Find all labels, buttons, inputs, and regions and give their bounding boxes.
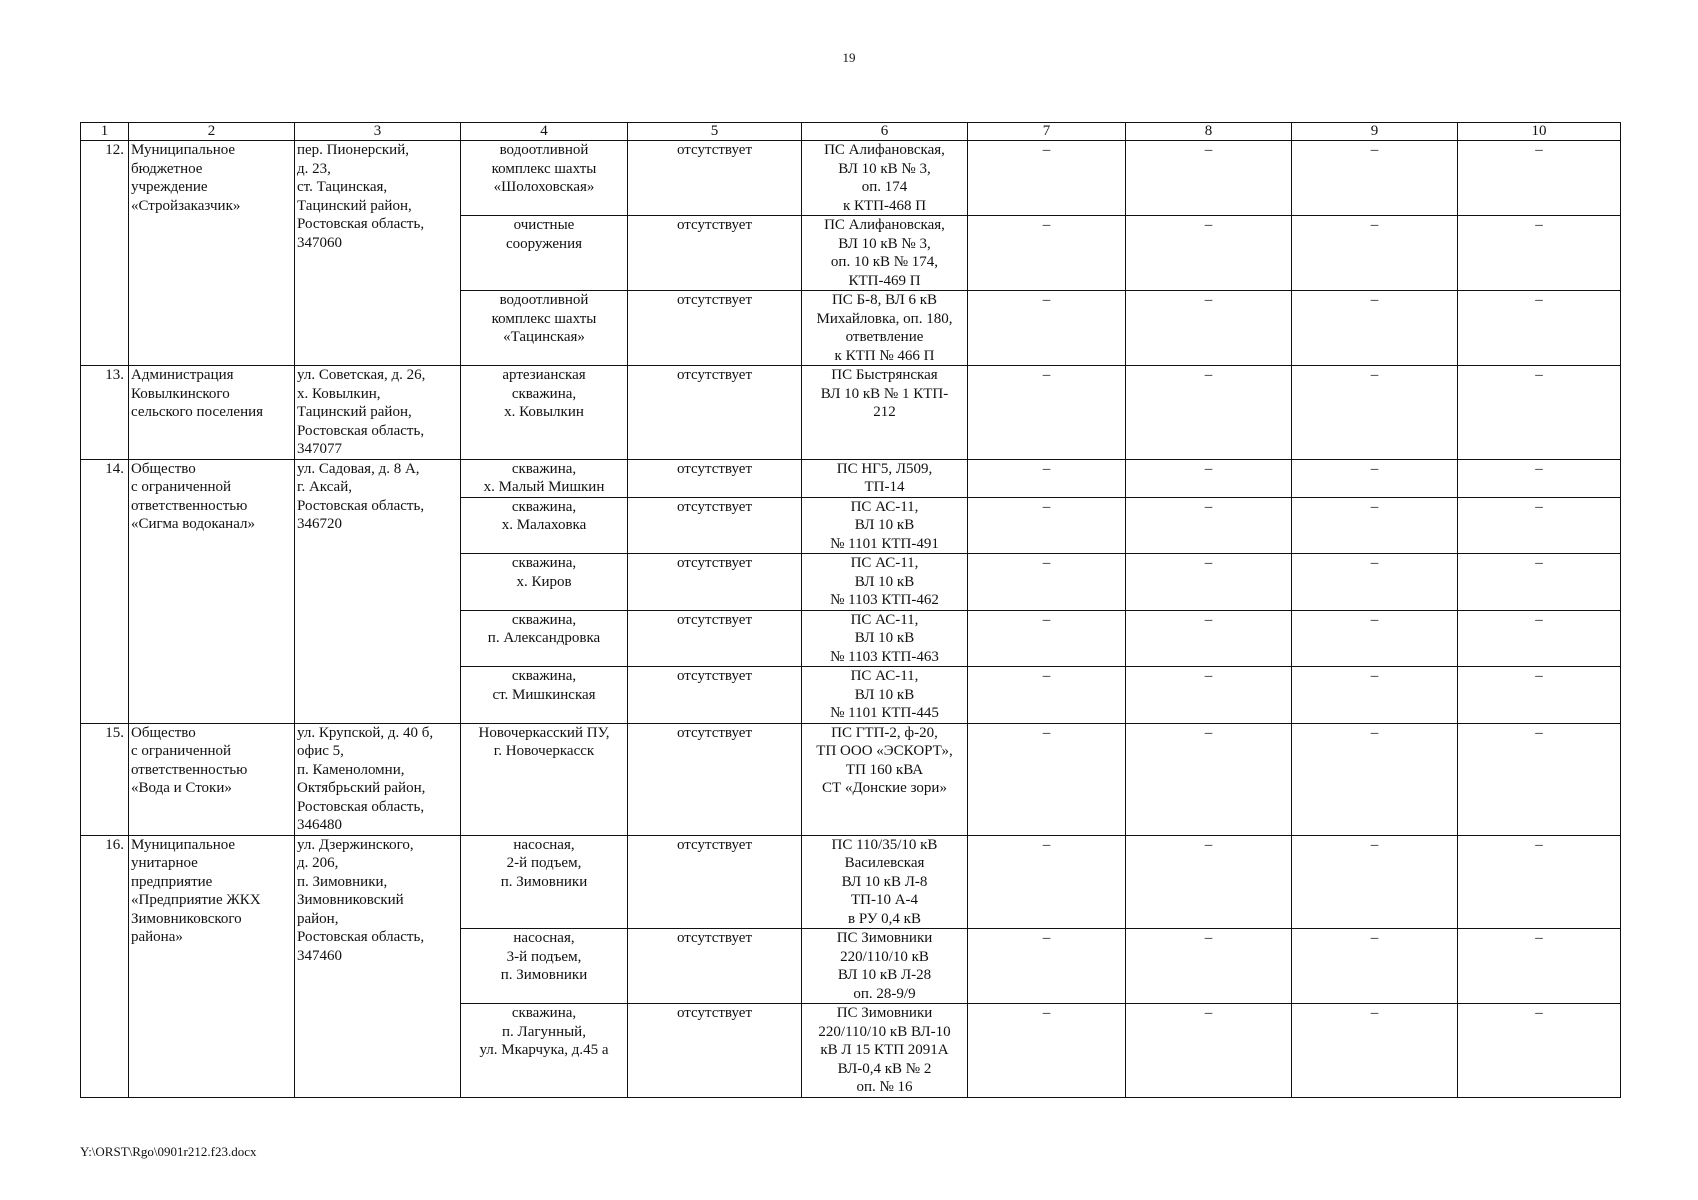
dash-cell: – xyxy=(968,141,1126,216)
power-supply-cell-line: оп. 10 кВ № 174, xyxy=(830,254,939,270)
column-number-header: 10 xyxy=(1458,123,1621,141)
power-supply-cell-line: № 1103 КТП-463 xyxy=(830,648,939,665)
organization-address-cell-line: Октябрьский район, xyxy=(297,780,426,796)
organization-address-cell-line: 347060 xyxy=(297,234,342,251)
page-number: 19 xyxy=(842,50,856,65)
facility-cell-line: Новочеркасский ПУ, xyxy=(478,724,610,741)
facility-cell-line: х. Киров xyxy=(516,573,572,590)
organization-address-cell-line: Ростовская область, xyxy=(297,216,425,232)
organization-name-cell-line: района» xyxy=(131,929,183,945)
row-number-cell: 15. xyxy=(81,723,129,835)
organization-address-cell-line: пер. Пионерский, xyxy=(297,142,409,158)
facility-cell-line: ул. Мкарчука, д.45 а xyxy=(479,1042,609,1058)
facility-cell-line: скважина, xyxy=(511,555,577,571)
facility-cell-line: водоотливной xyxy=(499,292,589,308)
facility-cell xyxy=(461,610,628,667)
dash-cell: – xyxy=(968,216,1126,291)
dash-cell: – xyxy=(968,667,1126,724)
organization-name-cell-line: учреждение xyxy=(131,179,208,195)
facility-cell-line: х. Малый Мишкин xyxy=(483,479,605,495)
dash-cell: – xyxy=(968,723,1126,835)
dash-cell: – xyxy=(1458,1004,1621,1098)
row-number-cell: 13. xyxy=(81,366,129,460)
organization-address-cell-line: ул. Крупской, д. 40 б, xyxy=(297,724,434,741)
dash-cell: – xyxy=(1126,929,1292,1004)
power-supply-cell-line: ВЛ 10 кВ Л-8 xyxy=(841,873,928,890)
power-supply-cell-line: ТП ООО «ЭСКОРТ», xyxy=(816,743,953,759)
facility-cell xyxy=(461,216,628,291)
power-supply-cell-line: 212 xyxy=(873,404,896,420)
power-supply-cell-line: ВЛ 10 кВ Л-28 xyxy=(837,967,932,983)
column-number-header: 2 xyxy=(129,123,295,141)
power-supply-cell-line: ТП-10 А-4 xyxy=(850,892,919,908)
organization-address-cell-line: 346480 xyxy=(297,817,342,833)
dash-cell: – xyxy=(1292,216,1458,291)
facility-cell-line: скважина, xyxy=(511,460,577,477)
power-supply-cell-line: ВЛ 10 кВ № 3, xyxy=(838,235,931,252)
organization-address-cell-line: г. Аксай, xyxy=(297,479,352,495)
power-supply-cell xyxy=(802,610,968,667)
facility-cell-line: п. Зимовники xyxy=(500,967,588,983)
organization-name-cell-line: «Стройзаказчик» xyxy=(131,197,241,214)
status-cell: отсутствует xyxy=(628,554,802,611)
facility-cell-line: скважина, xyxy=(511,498,577,515)
facility-cell xyxy=(461,497,628,554)
dash-cell: – xyxy=(1458,554,1621,611)
dash-cell: – xyxy=(1126,554,1292,611)
dash-cell: – xyxy=(968,1004,1126,1098)
row-number-cell: 12. xyxy=(81,141,129,366)
power-supply-cell-line: ВЛ 10 кВ xyxy=(854,517,915,533)
organization-address-cell-line: офис 5, xyxy=(297,743,344,759)
organization-name-cell-line: ответственностью xyxy=(131,761,248,778)
organization-name-cell-line: бюджетное xyxy=(131,160,203,177)
column-number-header: 1 xyxy=(81,123,129,141)
dash-cell: – xyxy=(1458,610,1621,667)
power-supply-cell-line: в РУ 0,4 кВ xyxy=(848,910,921,927)
organization-address-cell xyxy=(295,723,461,835)
organization-address-cell-line: Ростовская область, xyxy=(297,929,425,945)
power-supply-cell-line: ПС АС-11, xyxy=(850,668,919,684)
facility-cell-line: насосная, xyxy=(513,930,575,946)
dash-cell: – xyxy=(1458,667,1621,724)
organization-address-cell xyxy=(295,141,461,366)
facility-cell-line: скважина, xyxy=(511,668,577,684)
facility-cell-line: скважина, xyxy=(511,611,577,628)
power-supply-cell-line: 220/110/10 кВ xyxy=(840,948,929,965)
data-table-container xyxy=(80,122,1620,1098)
power-supply-cell-line: ПС 110/35/10 кВ xyxy=(831,836,938,853)
power-supply-cell xyxy=(802,1004,968,1098)
organization-address-cell-line: Ростовская область, xyxy=(297,798,425,815)
facility-cell xyxy=(461,459,628,497)
power-supply-cell xyxy=(802,667,968,724)
organization-address-cell-line: ул. Дзержинского, xyxy=(297,836,414,853)
power-supply-cell-line: ПС НГ5, Л509, xyxy=(836,460,933,477)
dash-cell: – xyxy=(1458,366,1621,460)
status-cell: отсутствует xyxy=(628,216,802,291)
power-supply-cell-line: ПС Зимовники xyxy=(836,930,933,946)
power-supply-cell-line: Михайловка, оп. 180, xyxy=(816,310,953,327)
organization-name-cell-line: «Вода и Стоки» xyxy=(131,780,232,796)
dash-cell: – xyxy=(1458,929,1621,1004)
organization-name-cell-line: Администрация xyxy=(131,367,234,383)
dash-cell: – xyxy=(1458,291,1621,366)
dash-cell: – xyxy=(1126,141,1292,216)
power-supply-cell-line: № 1103 КТП-462 xyxy=(830,592,939,608)
power-supply-cell-line: КТП-469 П xyxy=(848,272,921,289)
organization-name-cell-line: ответственностью xyxy=(131,497,248,514)
organization-name-cell-line: с ограниченной xyxy=(131,743,232,759)
dash-cell: – xyxy=(1126,459,1292,497)
facility-cell-line: п. Зимовники xyxy=(500,873,588,890)
facility-cell-line: артезианская xyxy=(502,367,586,383)
power-supply-cell-line: к КТП-468 П xyxy=(842,197,927,214)
power-supply-cell xyxy=(802,291,968,366)
organization-address-cell-line: х. Ковылкин, xyxy=(297,385,381,402)
power-supply-cell-line: ПС ГТП-2, ф-20, xyxy=(831,724,938,741)
dash-cell: – xyxy=(968,291,1126,366)
facility-cell xyxy=(461,667,628,724)
organization-address-cell-line: 347077 xyxy=(297,441,342,457)
dash-cell: – xyxy=(1126,216,1292,291)
dash-cell: – xyxy=(1126,610,1292,667)
dash-cell: – xyxy=(1292,497,1458,554)
organization-name-cell-line: Муниципальное xyxy=(131,142,236,158)
organization-address-cell-line: ул. Советская, д. 26, xyxy=(297,367,426,383)
dash-cell: – xyxy=(1292,366,1458,460)
facility-cell xyxy=(461,141,628,216)
power-supply-cell-line: ПС Быстрянская xyxy=(831,367,938,383)
organization-name-cell xyxy=(129,459,295,723)
power-supply-cell-line: ответвление xyxy=(845,329,924,345)
dash-cell: – xyxy=(1458,141,1621,216)
facility-cell xyxy=(461,1004,628,1098)
facility-cell-line: х. Ковылкин xyxy=(504,404,584,420)
organization-name-cell xyxy=(129,835,295,1097)
dash-cell: – xyxy=(1458,723,1621,835)
organization-address-cell-line: д. 23, xyxy=(297,160,331,177)
table-row xyxy=(81,366,1621,460)
organization-name-cell-line: «Сигма водоканал» xyxy=(131,516,255,532)
organization-address-cell-line: ст. Тацинская, xyxy=(297,179,388,195)
column-number-header: 6 xyxy=(802,123,968,141)
power-supply-cell-line: к КТП № 466 П xyxy=(834,347,935,364)
facility-cell-line: скважина, xyxy=(511,1005,577,1021)
organization-address-cell-line: Ростовская область, xyxy=(297,497,425,514)
facility-cell-line: 3-й подъем, xyxy=(506,948,582,965)
power-supply-cell xyxy=(802,216,968,291)
organization-name-cell-line: Ковылкинского xyxy=(131,385,230,402)
dash-cell: – xyxy=(1126,667,1292,724)
dash-cell: – xyxy=(968,835,1126,929)
table-row xyxy=(81,141,1621,216)
dash-cell: – xyxy=(1126,835,1292,929)
power-supply-cell-line: ПС Алифановская, xyxy=(824,217,945,233)
facility-cell-line: водоотливной xyxy=(499,142,589,158)
dash-cell: – xyxy=(1292,723,1458,835)
organization-address-cell-line: Тацинский район, xyxy=(297,197,412,214)
dash-cell: – xyxy=(1126,497,1292,554)
dash-cell: – xyxy=(1292,459,1458,497)
status-cell: отсутствует xyxy=(628,366,802,460)
facility-cell-line: ст. Мишкинская xyxy=(492,686,596,703)
row-number-cell: 14. xyxy=(81,459,129,723)
organization-name-cell-line: Зимовниковского xyxy=(131,910,242,927)
status-cell: отсутствует xyxy=(628,610,802,667)
power-supply-cell-line: № 1101 КТП-445 xyxy=(830,705,939,721)
facility-cell-line: «Тацинская» xyxy=(503,329,585,345)
organization-address-cell-line: п. Каменоломни, xyxy=(297,761,405,778)
column-number-header: 5 xyxy=(628,123,802,141)
power-supply-cell-line: ПС Б-8, ВЛ 6 кВ xyxy=(831,292,938,308)
power-supply-cell-line: ПС Алифановская, xyxy=(824,142,945,158)
facility-cell xyxy=(461,723,628,835)
data-table xyxy=(80,122,1621,1098)
facility-cell-line: скважина, xyxy=(511,385,577,402)
facility-cell-line: х. Малаховка xyxy=(501,517,587,533)
dash-cell: – xyxy=(1292,610,1458,667)
organization-address-cell-line: Тацинский район, xyxy=(297,404,412,420)
organization-name-cell-line: «Предприятие ЖКХ xyxy=(131,892,261,908)
dash-cell: – xyxy=(1126,1004,1292,1098)
organization-name-cell-line: с ограниченной xyxy=(131,479,232,495)
power-supply-cell xyxy=(802,929,968,1004)
facility-cell-line: 2-й подъем, xyxy=(506,855,582,871)
organization-name-cell-line: унитарное xyxy=(131,855,198,871)
dash-cell: – xyxy=(1292,929,1458,1004)
dash-cell: – xyxy=(968,366,1126,460)
status-cell: отсутствует xyxy=(628,141,802,216)
organization-address-cell xyxy=(295,459,461,723)
facility-cell-line: г. Новочеркасск xyxy=(493,743,595,759)
facility-cell-line: насосная, xyxy=(513,836,575,853)
power-supply-cell-line: ПС АС-11, xyxy=(850,498,919,515)
dash-cell: – xyxy=(1292,554,1458,611)
column-number-header: 3 xyxy=(295,123,461,141)
power-supply-cell-line: ПС Зимовники xyxy=(836,1005,933,1021)
power-supply-cell-line: оп. 28-9/9 xyxy=(853,985,916,1002)
organization-name-cell-line: предприятие xyxy=(131,873,213,890)
organization-address-cell-line: Зимовниковский xyxy=(297,892,404,908)
dash-cell: – xyxy=(968,610,1126,667)
power-supply-cell-line: ТП 160 кВА xyxy=(845,761,924,778)
facility-cell-line: п. Александровка xyxy=(487,630,601,646)
power-supply-cell-line: ВЛ 10 кВ № 1 КТП- xyxy=(820,385,949,402)
organization-name-cell xyxy=(129,366,295,460)
power-supply-cell xyxy=(802,723,968,835)
status-cell: отсутствует xyxy=(628,291,802,366)
dash-cell: – xyxy=(1126,366,1292,460)
facility-cell xyxy=(461,366,628,460)
dash-cell: – xyxy=(1126,291,1292,366)
file-path-footer: Y:\ORST\Rgo\0901r212.f23.docx xyxy=(80,1144,257,1159)
power-supply-cell-line: оп. № 16 xyxy=(856,1079,913,1095)
power-supply-cell-line: № 1101 КТП-491 xyxy=(830,535,939,552)
status-cell: отсутствует xyxy=(628,497,802,554)
facility-cell xyxy=(461,291,628,366)
dash-cell: – xyxy=(1292,1004,1458,1098)
facility-cell xyxy=(461,929,628,1004)
dash-cell: – xyxy=(1458,459,1621,497)
organization-address-cell-line: Ростовская область, xyxy=(297,422,425,439)
status-cell: отсутствует xyxy=(628,459,802,497)
power-supply-cell-line: ТП-14 xyxy=(864,479,905,495)
column-number-header: 7 xyxy=(968,123,1126,141)
status-cell: отсутствует xyxy=(628,929,802,1004)
power-supply-cell xyxy=(802,141,968,216)
power-supply-cell-line: Василевская xyxy=(844,855,925,871)
facility-cell-line: комплекс шахты xyxy=(491,160,597,177)
status-cell: отсутствует xyxy=(628,723,802,835)
dash-cell: – xyxy=(968,929,1126,1004)
dash-cell: – xyxy=(1458,835,1621,929)
table-row xyxy=(81,459,1621,497)
facility-cell-line: комплекс шахты xyxy=(491,310,597,327)
organization-address-cell-line: 347460 xyxy=(297,947,342,964)
dash-cell: – xyxy=(1126,723,1292,835)
table-row xyxy=(81,723,1621,835)
organization-address-cell-line: район, xyxy=(297,910,339,927)
power-supply-cell xyxy=(802,554,968,611)
power-supply-cell-line: оп. 174 xyxy=(861,179,908,195)
dash-cell: – xyxy=(1292,835,1458,929)
facility-cell-line: п. Лагунный, xyxy=(502,1023,586,1040)
power-supply-cell xyxy=(802,366,968,460)
organization-address-cell xyxy=(295,366,461,460)
organization-name-cell xyxy=(129,723,295,835)
power-supply-cell-line: ВЛ-0,4 кВ № 2 xyxy=(837,1060,932,1077)
dash-cell: – xyxy=(968,554,1126,611)
table-body xyxy=(81,123,1621,1098)
facility-cell-line: «Шолоховская» xyxy=(493,179,595,195)
organization-name-cell-line: Общество xyxy=(131,724,196,741)
column-number-header: 8 xyxy=(1126,123,1292,141)
status-cell: отсутствует xyxy=(628,1004,802,1098)
dash-cell: – xyxy=(1458,497,1621,554)
dash-cell: – xyxy=(968,497,1126,554)
row-number-cell: 16. xyxy=(81,835,129,1097)
status-cell: отсутствует xyxy=(628,835,802,929)
facility-cell xyxy=(461,554,628,611)
facility-cell xyxy=(461,835,628,929)
dash-cell: – xyxy=(1292,141,1458,216)
column-number-header: 9 xyxy=(1292,123,1458,141)
power-supply-cell-line: ВЛ 10 кВ xyxy=(854,686,915,703)
dash-cell: – xyxy=(1292,291,1458,366)
dash-cell: – xyxy=(968,459,1126,497)
dash-cell: – xyxy=(1292,667,1458,724)
power-supply-cell-line: СТ «Донские зори» xyxy=(822,780,947,796)
organization-address-cell-line: п. Зимовники, xyxy=(297,873,388,890)
organization-name-cell-line: Общество xyxy=(131,460,196,477)
power-supply-cell-line: ПС АС-11, xyxy=(850,611,919,628)
power-supply-cell-line: ПС АС-11, xyxy=(850,555,919,571)
organization-name-cell-line: Муниципальное xyxy=(131,836,236,853)
power-supply-cell xyxy=(802,497,968,554)
facility-cell-line: очистные xyxy=(513,217,575,233)
power-supply-cell-line: кВ Л 15 КТП 2091А xyxy=(820,1042,949,1058)
organization-address-cell xyxy=(295,835,461,1097)
power-supply-cell-line: 220/110/10 кВ ВЛ-10 xyxy=(818,1023,951,1040)
power-supply-cell-line: ВЛ 10 кВ № 3, xyxy=(838,160,931,177)
column-number-header: 4 xyxy=(461,123,628,141)
column-number-header-row xyxy=(81,123,1621,141)
organization-address-cell-line: 346720 xyxy=(297,516,342,532)
facility-cell-line: сооружения xyxy=(505,235,583,252)
power-supply-cell-line: ВЛ 10 кВ xyxy=(854,630,915,646)
organization-address-cell-line: ул. Садовая, д. 8 А, xyxy=(297,460,420,477)
status-cell: отсутствует xyxy=(628,667,802,724)
power-supply-cell xyxy=(802,835,968,929)
organization-address-cell-line: д. 206, xyxy=(297,855,339,871)
organization-name-cell-line: сельского поселения xyxy=(131,404,264,420)
power-supply-cell xyxy=(802,459,968,497)
table-row xyxy=(81,835,1621,929)
organization-name-cell xyxy=(129,141,295,366)
dash-cell: – xyxy=(1458,216,1621,291)
power-supply-cell-line: ВЛ 10 кВ xyxy=(854,573,915,590)
